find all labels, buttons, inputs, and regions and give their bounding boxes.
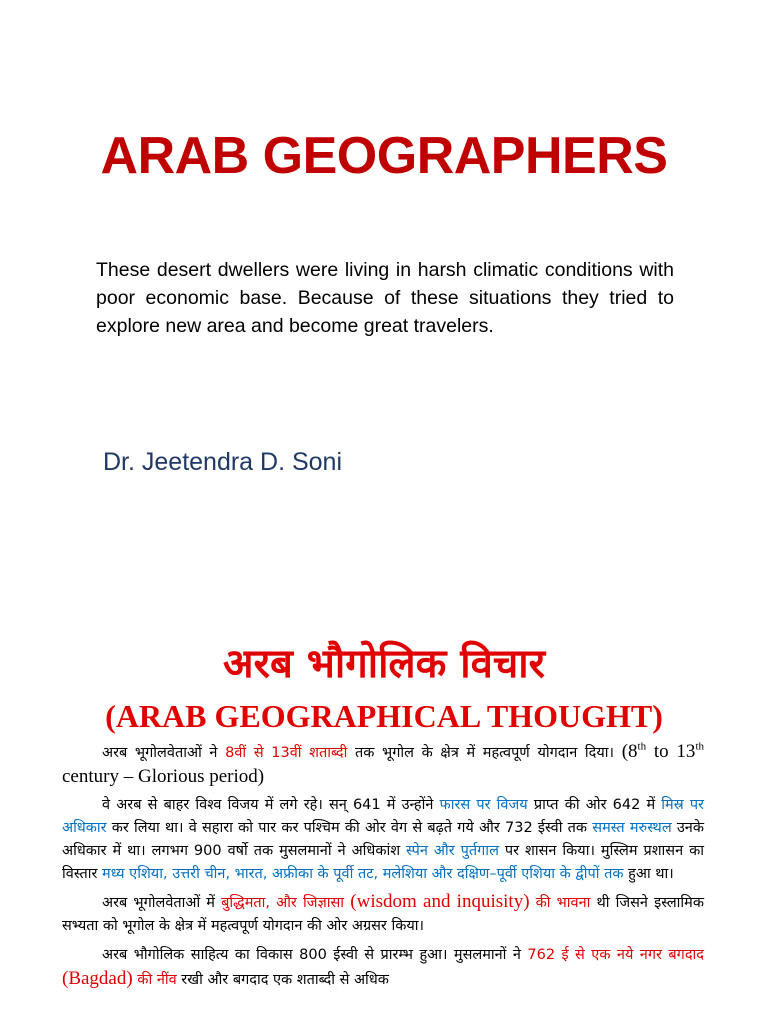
paragraph-4 <box>62 942 704 992</box>
body-text <box>62 740 704 996</box>
english-note: (Bagdad) <box>62 968 133 989</box>
text-run: हुआ था। <box>623 866 674 882</box>
text-run: पर शासन किया। मुस्लिम प्रशासन का विस्तार <box>62 843 705 882</box>
highlight-red: बुद्धिमता, और जिज्ञासा <box>221 895 345 911</box>
text-run: उनके अधिकार में था। लगभग 900 वर्षो तक मुसलमानों ने अधिकांश <box>62 820 704 859</box>
author-name: Dr. Jeetendra D. Soni <box>103 448 343 476</box>
text-run: वे अरब से बाहर विश्व विजय में लगे रहे। सन् 641 में उन्होंने <box>102 797 440 813</box>
highlight-red: की भावना <box>529 895 591 911</box>
hindi-heading: अरब भौगोलिक विचार <box>223 641 545 687</box>
highlight-blue: स्पेन और पुर्तगाल <box>406 843 499 859</box>
intro-paragraph: These desert dwellers were living in harsh climatic conditions with poor economic base. Because of these situations they tried to explore new area and become great travelers. <box>96 259 674 337</box>
english-note: (wisdom and inquisity) <box>344 891 530 912</box>
english-heading: (ARAB GEOGRAPHICAL THOUGHT) <box>105 698 663 734</box>
english-note: (8th to 13th century – Glorious period) <box>62 740 704 787</box>
text-run: अरब भूगोलवेताओं में <box>102 895 222 911</box>
highlight-red: 762 ई से एक नये नगर बगदाद <box>527 947 704 963</box>
highlight-blue: मिस्र पर अधिकार <box>62 797 704 836</box>
highlight-red: 8वीं से 13वीं शताब्दी <box>225 745 348 761</box>
text-run: अरब भूगोलवेताओं ने <box>102 745 226 761</box>
text-run: तक भूगोल के क्षेत्र में महत्वपूर्ण योगदान दिया। <box>347 745 622 761</box>
text-run: अरब भौगोलिक साहित्य का विकास 800 ईस्वी से प्रारम्भ हुआ। मुसलमानों ने <box>102 947 528 963</box>
text-run: थी जिसने इस्लामिक सभ्यता को भूगोल के क्षेत्र में महत्वपूर्ण योगदान की ओर अग्रसर किया। <box>62 895 704 934</box>
highlight-blue: फारस पर विजय <box>439 797 528 813</box>
paragraph-1 <box>62 740 704 790</box>
text-run: प्राप्त की ओर 642 में <box>527 797 662 813</box>
highlight-blue: मध्य एशिया, उत्तरी चीन, भारत, अफ्रीका के पूर्वी तट, मलेशिया और दक्षिण–पूर्वी एशिया के द्वीपों तक <box>102 866 624 882</box>
highlight-red: की नींव <box>132 972 177 988</box>
text-run: कर लिया था। वे सहारा को पार कर पश्चिम की ओर वेग से बढ़ते गये और 732 ईस्वी तक <box>106 820 593 836</box>
page-title: ARAB GEOGRAPHERS <box>100 127 668 185</box>
text-run: रखी और बगदाद एक शताब्दी से अधिक <box>176 972 389 988</box>
highlight-blue: समस्त मरुस्थल <box>592 820 672 836</box>
paragraph-3 <box>62 890 704 938</box>
paragraph-2 <box>62 794 704 886</box>
